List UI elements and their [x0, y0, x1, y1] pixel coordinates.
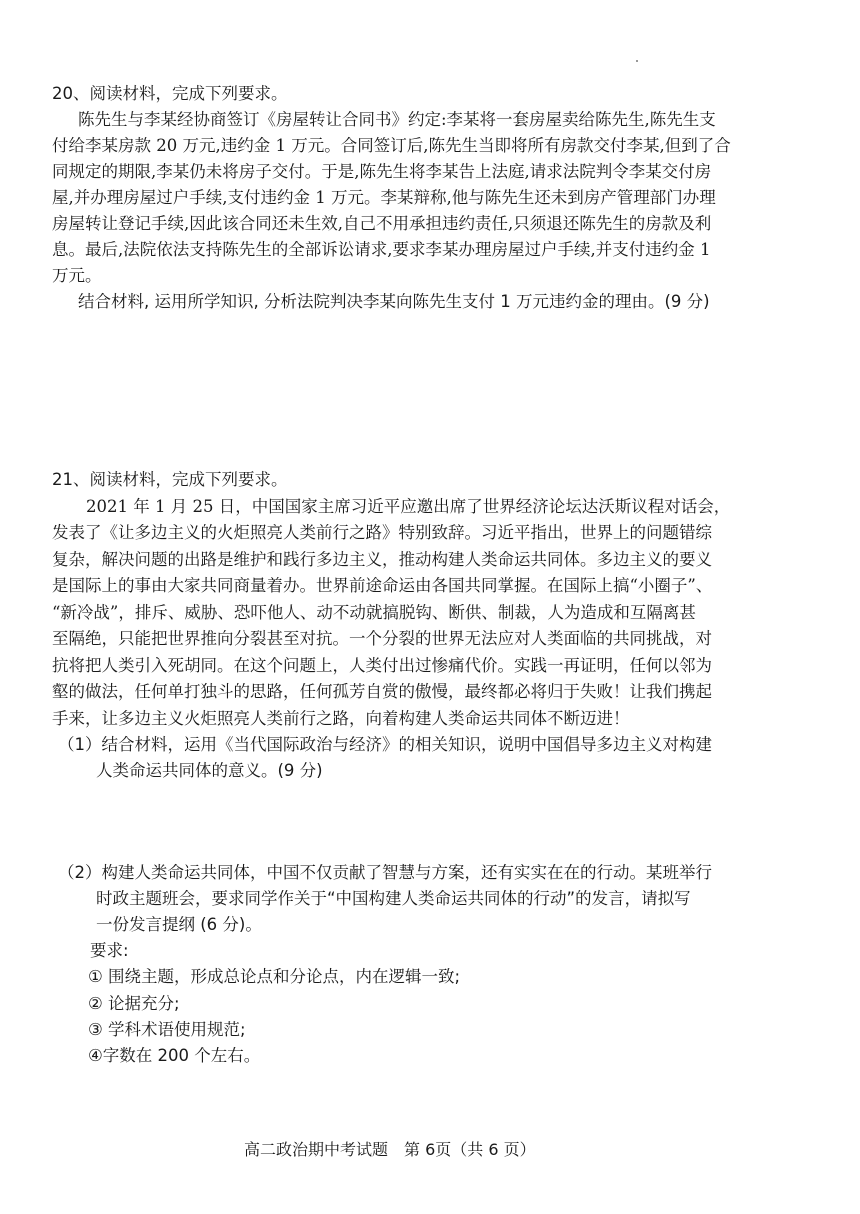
q21-material-line: 抗将把人类引入死胡同。在这个问题上，人类付出过惨痛代价。实践一再证明，任何以邻为	[52, 656, 712, 675]
requirement-item: ③ 学科术语使用规范;	[88, 1020, 246, 1039]
scan-speck	[636, 60, 638, 62]
q20-material-line: 付给李某房款 20 万元,违约金 1 万元。合同签订后,陈先生当即将所有房款交付李某,但到了合	[52, 136, 731, 155]
requirement-item: ④字数在 200 个左右。	[88, 1046, 261, 1065]
q21-material-line: 2021 年 1 月 25 日，中国国家主席习近平应邀出席了世界经济论坛达沃斯议程对话会，	[86, 497, 731, 516]
q21-title: 21、阅读材料，完成下列要求。	[52, 470, 288, 489]
q20-material-line: 万元。	[52, 266, 102, 285]
q21-material-line: 壑的做法，任何单打独斗的思路，任何孤芳自赏的傲慢，最终都必将归于失败！让我们携起	[52, 682, 712, 701]
q21-material-line: 复杂，解决问题的出路是维护和践行多边主义，推动构建人类命运共同体。多边主义的要义	[52, 550, 712, 569]
q21-material-line: “新冷战”，排斥、威胁、恐吓他人、动不动就搞脱钩、断供、制裁，人为造成和互隔离甚	[52, 603, 696, 622]
q21-material-line: 发表了《让多边主义的火炬照亮人类前行之路》特别致辞。习近平指出，世界上的问题错综	[52, 523, 712, 542]
requirement-item: ② 论据充分;	[88, 994, 180, 1013]
q21-material-line: 是国际上的事由大家共同商量着办。世界前途命运由各国共同掌握。在国际上搞“小圈子”、	[52, 576, 713, 595]
q20-material-line: 息。最后,法院依法支持陈先生的全部诉讼请求,要求李某办理房屋过户手续,并支付违约金 1	[52, 240, 711, 259]
q21-sub2-line: （2）构建人类命运共同体，中国不仅贡献了智慧与方案，还有实实在在的行动。某班举行	[58, 863, 712, 882]
q20-material-line: 同规定的期限,李某仍未将房子交付。于是,陈先生将李某告上法庭,请求法院判令李某交付房	[52, 162, 712, 181]
q20-material-line: 屋,并办理房屋过户手续,支付违约金 1 万元。李某辩称,他与陈先生还未到房产管理部门办理	[52, 188, 716, 207]
q21-sub1-line: 人类命运共同体的意义。(9 分)	[96, 761, 323, 780]
page-footer: 高二政治期中考试题 第 6页（共 6 页）	[244, 1140, 536, 1159]
requirement-item: ① 围绕主题，形成总论点和分论点，内在逻辑一致;	[88, 967, 461, 986]
q21-sub2-line: 一份发言提纲 (6 分)。	[96, 915, 262, 934]
q20-material-line: 房屋转让登记手续,因此该合同还未生效,自己不用承担违约责任,只须退还陈先生的房款及利	[52, 214, 712, 233]
q20-material-line: 陈先生与李某经协商签订《房屋转让合同书》约定:李某将一套房屋卖给陈先生,陈先生支	[78, 110, 716, 129]
requirements-label: 要求:	[90, 941, 129, 960]
q21-material-line: 手来，让多边主义火炬照亮人类前行之路，向着构建人类命运共同体不断迈进！	[52, 709, 630, 728]
q20-question: 结合材料, 运用所学知识, 分析法院判决李某向陈先生支付 1 万元违约金的理由。(9 分)	[78, 292, 710, 311]
q21-material-line: 至隔绝，只能把世界推向分裂甚至对抗。一个分裂的世界无法应对人类面临的共同挑战，对	[52, 629, 712, 648]
q21-sub2-line: 时政主题班会，要求同学作关于“中国构建人类命运共同体的行动”的发言，请拟写	[96, 889, 691, 908]
q20-title: 20、阅读材料，完成下列要求。	[52, 84, 288, 103]
q21-sub1-line: （1）结合材料，运用《当代国际政治与经济》的相关知识，说明中国倡导多边主义对构建	[58, 735, 712, 754]
